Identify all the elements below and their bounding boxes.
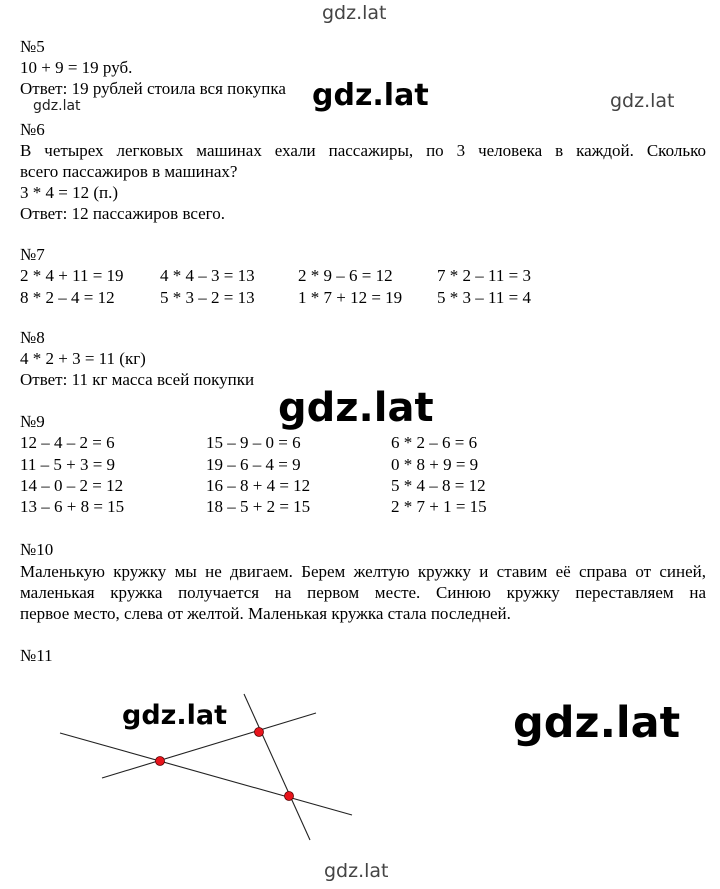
task9-cell: 12 – 4 – 2 = 6 bbox=[20, 433, 115, 452]
task9-cell: 6 * 2 – 6 = 6 bbox=[391, 433, 478, 452]
task9-cell: 11 – 5 + 3 = 9 bbox=[20, 455, 116, 474]
task9-cell: 18 – 5 + 2 = 15 bbox=[206, 497, 311, 516]
task7-cell: 2 * 4 + 11 = 19 bbox=[20, 266, 124, 285]
task5-number: №5 bbox=[20, 37, 45, 56]
figure-line-2 bbox=[102, 713, 316, 778]
figure-line-3 bbox=[244, 694, 310, 840]
task7-cell: 1 * 7 + 12 = 19 bbox=[298, 288, 403, 307]
watermark-top: gdz.lat bbox=[322, 2, 387, 24]
watermark-inline-small: gdz.lat bbox=[33, 98, 81, 114]
watermark-middle-big: gdz.lat bbox=[278, 385, 434, 431]
intersection-point bbox=[156, 757, 165, 766]
task5-answer: Ответ: 19 рублей стоила вся покупка bbox=[20, 79, 286, 98]
watermark-right-small: gdz.lat bbox=[610, 90, 675, 112]
task7-cell: 5 * 3 – 11 = 4 bbox=[437, 288, 531, 307]
task9-cell: 5 * 4 – 8 = 12 bbox=[391, 476, 486, 495]
watermark-figure-left: gdz.lat bbox=[122, 700, 228, 731]
task5-solution: 10 + 9 = 19 руб. bbox=[20, 58, 133, 77]
task7-number: №7 bbox=[20, 245, 45, 264]
task9-cell: 13 – 6 + 8 = 15 bbox=[20, 497, 125, 516]
watermark-inline-big: gdz.lat bbox=[312, 78, 429, 113]
task9-cell: 14 – 0 – 2 = 12 bbox=[20, 476, 124, 495]
task6-number: №6 bbox=[20, 120, 45, 139]
intersection-point bbox=[285, 792, 294, 801]
task9-number: №9 bbox=[20, 412, 45, 431]
task7-cell: 8 * 2 – 4 = 12 bbox=[20, 288, 115, 307]
task6-solution: 3 * 4 = 12 (п.) bbox=[20, 183, 119, 202]
task7-cell: 2 * 9 – 6 = 12 bbox=[298, 266, 393, 285]
task6-text-line2: всего пассажиров в машинах? bbox=[20, 162, 238, 181]
task9-cell: 0 * 8 + 9 = 9 bbox=[391, 455, 479, 474]
intersection-point bbox=[255, 728, 264, 737]
watermark-bottom: gdz.lat bbox=[324, 860, 389, 882]
task11-number: №11 bbox=[20, 646, 53, 665]
task10-line1: Маленькую кружку мы не двигаем. Берем желтую кружку и ставим её справа от синей, bbox=[20, 562, 706, 581]
task6-answer: Ответ: 12 пассажиров всего. bbox=[20, 204, 225, 223]
task7-cell: 7 * 2 – 11 = 3 bbox=[437, 266, 531, 285]
task8-number: №8 bbox=[20, 328, 45, 347]
task7-cell: 4 * 4 – 3 = 13 bbox=[160, 266, 255, 285]
task10-number: №10 bbox=[20, 540, 54, 559]
figure-line-1 bbox=[60, 733, 352, 815]
task10-line2: маленькая кружка получается на первом месте. Синюю кружку переставляем на bbox=[20, 583, 706, 602]
task9-cell: 19 – 6 – 4 = 9 bbox=[206, 455, 301, 474]
task9-cell: 16 – 8 + 4 = 12 bbox=[206, 476, 311, 495]
task6-text-line1: В четырех легковых машинах ехали пассажиры, по 3 человека в каждой. Сколько bbox=[20, 141, 706, 160]
task8-solution: 4 * 2 + 3 = 11 (кг) bbox=[20, 349, 146, 368]
watermark-figure-right: gdz.lat bbox=[513, 698, 681, 748]
task9-cell: 15 – 9 – 0 = 6 bbox=[206, 433, 301, 452]
task8-answer: Ответ: 11 кг масса всей покупки bbox=[20, 370, 255, 389]
task7-cell: 5 * 3 – 2 = 13 bbox=[160, 288, 255, 307]
task10-line3: первое место, слева от желтой. Маленькая кружка стала последней. bbox=[20, 604, 511, 623]
task9-cell: 2 * 7 + 1 = 15 bbox=[391, 497, 487, 516]
